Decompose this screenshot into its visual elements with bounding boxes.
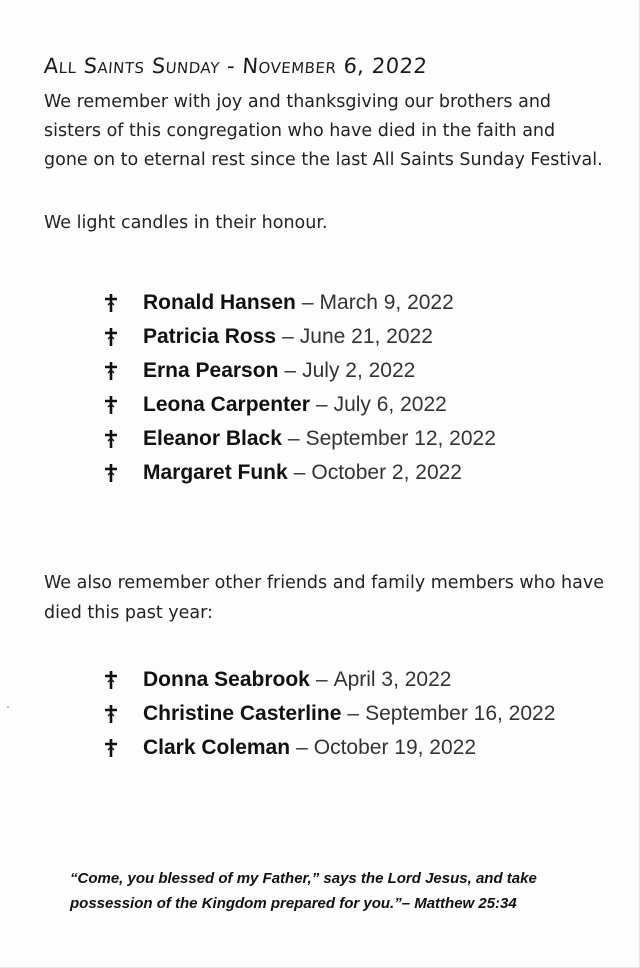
separator: –	[347, 702, 360, 725]
death-date: June 21, 2022	[299, 325, 433, 348]
scripture-quote: “Come, you blessed of my Father,” says the Lord Jesus, and take possession of the Kingdom prepared for you.”– Matthew 25:34	[70, 870, 537, 912]
separator: –	[315, 393, 328, 416]
list-item	[103, 354, 496, 388]
separator: –	[287, 427, 300, 450]
others-list	[103, 663, 555, 765]
separator: –	[284, 359, 297, 382]
scan-speck	[7, 706, 9, 708]
cross-icon	[103, 361, 143, 381]
person-name: Patricia Ross	[143, 325, 277, 348]
death-date: September 12, 2022	[305, 427, 496, 450]
cross-icon	[103, 429, 143, 449]
person-name: Ronald Hansen	[143, 291, 296, 314]
list-item	[103, 697, 555, 731]
person-name: Margaret Funk	[143, 461, 288, 484]
separator: –	[282, 325, 294, 348]
person-name: Clark Coleman	[143, 736, 291, 759]
list-item	[103, 731, 555, 765]
death-date: October 2, 2022	[311, 461, 462, 484]
cross-icon	[103, 327, 143, 347]
cross-icon	[103, 670, 143, 690]
candles-line: We light candles in their honour.	[44, 213, 328, 233]
person-name: Erna Pearson	[143, 359, 279, 382]
person-name: Christine Casterline	[143, 702, 342, 725]
person-name: Eleanor Black	[143, 427, 282, 450]
cross-icon	[103, 463, 143, 483]
also-remember-paragraph: We also remember other friends and family members who have died this past year:	[44, 573, 604, 623]
list-item	[103, 456, 496, 490]
separator: –	[293, 461, 306, 484]
separator: –	[301, 291, 314, 314]
death-date: September 16, 2022	[365, 702, 556, 725]
list-item	[103, 320, 496, 354]
intro-paragraph: We remember with joy and thanksgiving our brothers and sisters of this congregation who have died in the faith and gone on to eternal rest since the last All Saints Sunday Festival.	[44, 92, 603, 170]
congregation-list	[103, 286, 496, 490]
page-title: All Saints Sunday - November 6, 2022	[43, 54, 429, 78]
death-date: July 6, 2022	[333, 393, 447, 416]
list-item	[103, 422, 496, 456]
separator: –	[315, 668, 328, 691]
list-item	[103, 286, 496, 320]
cross-icon	[103, 395, 143, 415]
list-item	[103, 388, 496, 422]
cross-icon	[103, 738, 143, 758]
death-date: October 19, 2022	[313, 736, 477, 759]
cross-icon	[103, 704, 143, 724]
death-date: July 2, 2022	[302, 359, 416, 382]
separator: –	[296, 736, 308, 759]
death-date: April 3, 2022	[333, 668, 452, 691]
death-date: March 9, 2022	[319, 291, 454, 314]
cross-icon	[103, 293, 143, 313]
person-name: Donna Seabrook	[143, 668, 310, 691]
list-item	[103, 663, 555, 697]
person-name: Leona Carpenter	[143, 393, 310, 416]
